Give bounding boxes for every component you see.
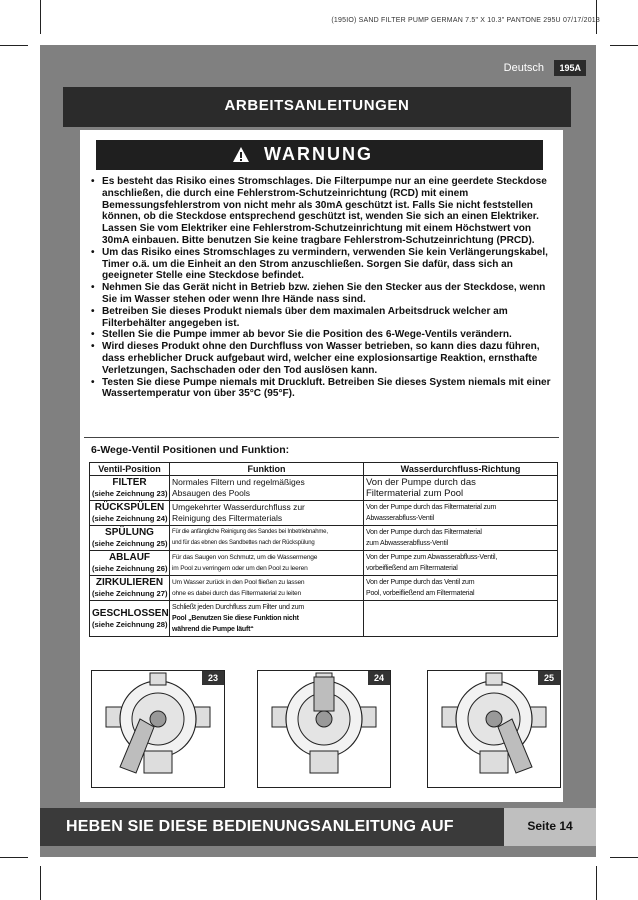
drawing-reference: (siehe Zeichnung 27): [92, 589, 168, 598]
function-line: Schließt jeden Durchfluss zum Filter und zum: [172, 604, 305, 611]
warning-heading: WARNUNG: [264, 144, 373, 164]
warning-item: • Es besteht das Risiko eines Stromschlages. Die Filterpumpe nur an eine geerdete Steckdose anschließen, die durch eine Fehlerstrom-Schutzeinrichtung (RCD) mit einem Bemessungsfehlerstrom von nicht mehr als 30mA geschützt ist. Falls Sie nicht feststellen können, ob die Steckdose entsprechend geschützt ist, wenden Sie sich an einen Elektriker. Lassen Sie vom Elektriker eine Fehlerstrom-Schutzeinrichtung mit einem Höchstwert von 30mA einbauen. Bitte benutzen Sie keine tragbare Fehlerstrom-Schutzeinrichtung (PRCD).: [88, 176, 558, 247]
position-name: ZIRKULIEREN: [95, 577, 164, 588]
warning-list: [88, 176, 558, 400]
function-line: ohne es dabei durch das Filtermaterial zu leiten: [172, 590, 301, 597]
warning-triangle-icon: [232, 146, 250, 164]
table-row: [90, 576, 558, 601]
function-cell: [170, 526, 364, 551]
crop-mark: [596, 866, 597, 900]
function-line: Normales Filtern und regelmäßiges: [172, 477, 305, 487]
section-title-bar: [63, 87, 571, 127]
table-row: [90, 526, 558, 551]
position-name: ABLAUF: [108, 552, 151, 563]
page-number: Seite 14: [527, 819, 573, 833]
language-label: Deutsch: [503, 62, 544, 74]
position-name: RÜCKSPÜLEN: [94, 502, 165, 513]
valve-diagram: [427, 670, 561, 788]
flow-cell: [364, 551, 558, 576]
flow-line: vorbeifließend am Filtermaterial: [366, 565, 458, 572]
function-line: Für das Saugen von Schmutz, um die Wassermenge: [172, 554, 318, 561]
footer-notice: HEBEN SIE DIESE BEDIENUNGSANLEITUNG AUF: [66, 818, 454, 835]
flow-line: Von der Pumpe zum Abwasserabfluss-Ventil,: [366, 554, 498, 561]
section-divider: [84, 437, 559, 438]
warning-item: • Testen Sie diese Pumpe niemals mit Druckluft. Betreiben Sie dieses System niemals mit einer Wassertemperatur von über 35°C (95°F).: [88, 377, 558, 401]
diagram-number: 25: [538, 671, 560, 685]
position-name: FILTER: [112, 477, 147, 488]
diagram-number: 23: [202, 671, 224, 685]
table-header-row: [90, 463, 558, 476]
print-header: (195IO) SAND FILTER PUMP GERMAN 7.5" X 10.3" PANTONE 295U 07/17/2013: [331, 17, 600, 24]
function-line: und für das ebnen des Sandbettes nach der Rückspülung: [172, 540, 315, 546]
function-line: Pool „Benutzen Sie diese Funktion nicht: [172, 615, 299, 622]
diagram-number: 24: [368, 671, 390, 685]
position-cell: [90, 526, 170, 551]
flow-cell: [364, 601, 558, 637]
position-cell: [90, 601, 170, 637]
function-line: Reinigung des Filtermaterials: [172, 513, 283, 523]
page-title: ARBEITSANLEITUNGEN: [224, 97, 410, 114]
function-line: Für die anfängliche Reinigung des Sandes bei Inbetriebnahme,: [172, 529, 328, 535]
flow-line: Filtermaterial zum Pool: [366, 488, 464, 499]
page-number-box: [504, 808, 596, 846]
table-row: [90, 601, 558, 637]
function-line: im Pool zu verringern oder um den Pool zu leeren: [172, 565, 308, 572]
drawing-reference: (siehe Zeichnung 24): [92, 514, 168, 523]
flow-line: Pool, vorbeifließend am Filtermaterial: [366, 590, 475, 597]
flow-cell: [364, 576, 558, 601]
valve-illustration: [92, 671, 224, 787]
page-code-badge: 195A: [554, 60, 586, 76]
crop-mark: [610, 45, 638, 46]
function-line: Absaugen des Pools: [172, 488, 250, 498]
position-cell: [90, 476, 170, 501]
valve-table: [89, 462, 558, 637]
flow-cell: [364, 501, 558, 526]
flow-line: Von der Pumpe durch das Filtermaterial zum: [366, 504, 497, 511]
table-row: [90, 551, 558, 576]
function-cell: [170, 601, 364, 637]
footer-bar: [40, 808, 596, 846]
drawing-reference: (siehe Zeichnung 25): [92, 539, 168, 548]
drawing-reference: (siehe Zeichnung 26): [92, 564, 168, 573]
crop-mark: [610, 857, 638, 858]
flow-cell: [364, 526, 558, 551]
position-name: GESCHLOSSEN: [92, 607, 169, 619]
flow-line: Von der Pumpe durch das Ventil zum: [366, 579, 475, 586]
function-line: Umgekehrter Wasserdurchfluss zur: [172, 502, 305, 512]
position-name: SPÜLUNG: [105, 527, 154, 538]
valve-section-title: 6-Wege-Ventil Positionen und Funktion:: [91, 444, 290, 456]
valve-diagram: [91, 670, 225, 788]
warning-item: • Nehmen Sie das Gerät nicht in Betrieb bzw. ziehen Sie den Stecker aus der Steckdose, wenn Sie im Wasser stehen oder wenn Ihre Hände nass sind.: [88, 282, 558, 306]
column-header: Wasserdurchfluss-Richtung: [364, 463, 558, 476]
valve-diagram: [257, 670, 391, 788]
position-cell: [90, 501, 170, 526]
flow-cell: [364, 476, 558, 501]
warning-item: • Stellen Sie die Pumpe immer ab bevor Sie die Position des 6-Wege-Ventils verändern.: [88, 329, 558, 341]
crop-mark: [40, 866, 41, 900]
position-cell: [90, 576, 170, 601]
function-line: Um Wasser zurück in den Pool fließen zu lassen: [172, 579, 305, 586]
function-cell: [170, 576, 364, 601]
language-tab: [40, 58, 596, 78]
valve-illustration: [258, 671, 390, 787]
table-row: [90, 476, 558, 501]
flow-line: zum Abwasserabfluss-Ventil: [366, 540, 448, 547]
flow-line: Von der Pumpe durch das Filtermaterial: [366, 529, 482, 536]
function-cell: [170, 501, 364, 526]
function-line: während die Pumpe läuft“: [172, 626, 254, 633]
table-row: [90, 501, 558, 526]
warning-bar: [96, 140, 543, 170]
warning-item: • Betreiben Sie dieses Produkt niemals über dem maximalen Arbeitsdruck welcher am Filterbehälter angegeben ist.: [88, 306, 558, 330]
drawing-reference: (siehe Zeichnung 28): [92, 619, 168, 629]
flow-line: Abwasserabfluss-Ventil: [366, 515, 434, 522]
valve-illustration: [428, 671, 560, 787]
crop-mark: [0, 857, 28, 858]
position-cell: [90, 551, 170, 576]
warning-item: • Wird dieses Produkt ohne den Durchfluss von Wasser betrieben, so kann dies dazu führen, dass erheblicher Druck aufgebaut wird, welcher eine explosionsartige Reaktion, ernsthafte Verletzungen, Sachschaden oder den Tod auslösen kann.: [88, 341, 558, 376]
crop-mark: [0, 45, 28, 46]
drawing-reference: (siehe Zeichnung 23): [92, 489, 168, 498]
column-header: Funktion: [170, 463, 364, 476]
flow-line: Von der Pumpe durch das: [366, 477, 476, 488]
function-cell: [170, 551, 364, 576]
warning-item: • Um das Risiko eines Stromschlages zu vermindern, verwenden Sie kein Verlängerungskabel, Timer o.ä. um die Einheit an den Strom anzuschließen. Sorgen Sie dafür, dass sich an geeigneter Stelle eine Steckdose befindet.: [88, 247, 558, 282]
function-cell: [170, 476, 364, 501]
column-header: Ventil-Position: [90, 463, 170, 476]
